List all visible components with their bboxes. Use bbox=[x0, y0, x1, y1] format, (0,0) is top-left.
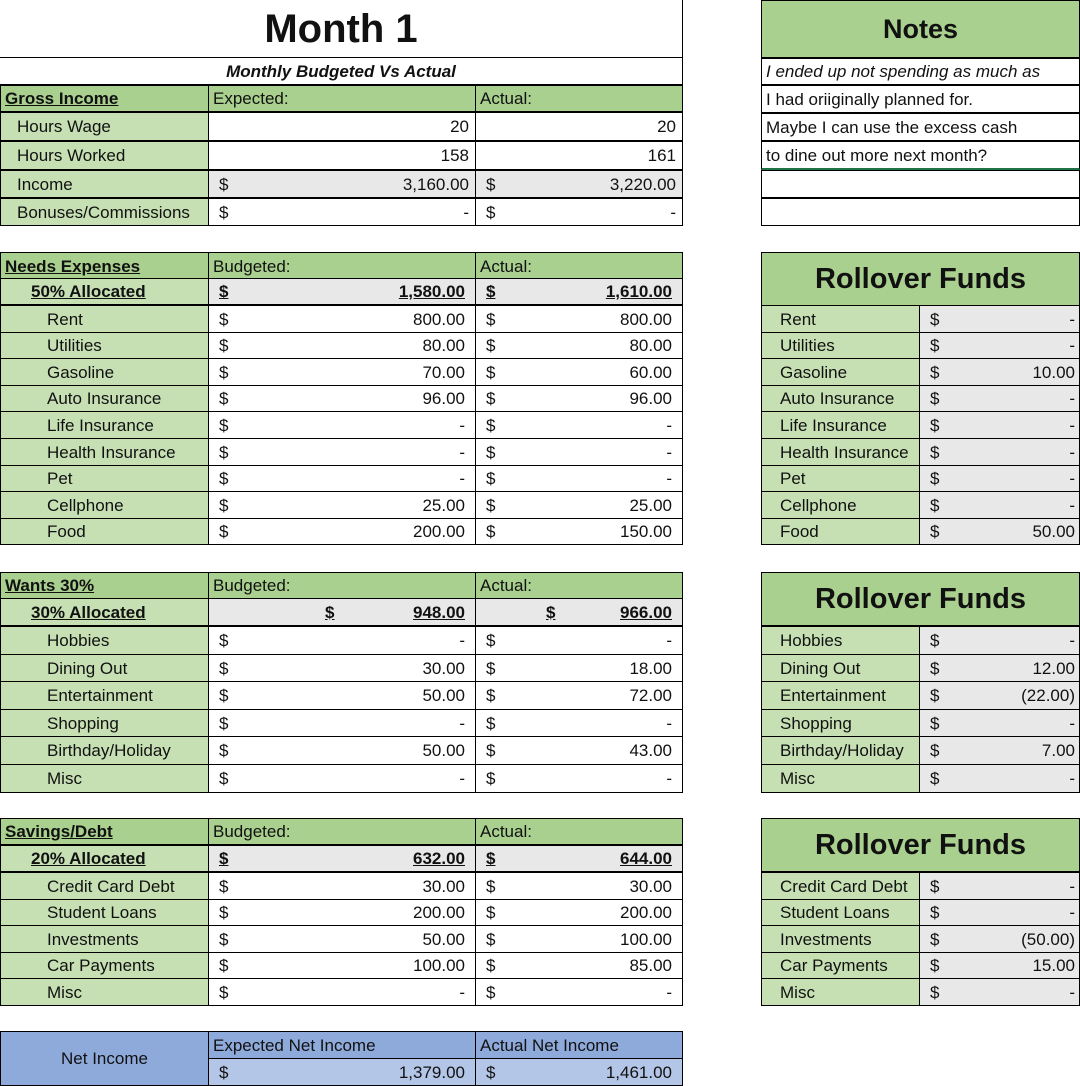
rollover_needs-value: - bbox=[1069, 415, 1075, 435]
savings-budgeted-header[interactable]: Budgeted: bbox=[208, 818, 476, 845]
wants-header[interactable]: Wants 30% bbox=[0, 572, 209, 599]
gross-income-actual-value: 3,220.00 bbox=[609, 174, 676, 194]
notes-line[interactable] bbox=[761, 170, 1080, 198]
savings-budgeted-value: 200.00 bbox=[413, 903, 465, 922]
currency-sign: $ bbox=[930, 389, 940, 408]
rollover_wants-row-label[interactable]: Dining Out bbox=[761, 654, 920, 682]
rollover_needs-value: - bbox=[1069, 336, 1075, 355]
gross-income-row-label[interactable]: Income bbox=[0, 170, 209, 198]
currency-sign: $ bbox=[930, 631, 940, 650]
wants-actual-header[interactable]: Actual: bbox=[475, 572, 683, 599]
gross-income-expected-value: 3,160.00 bbox=[402, 174, 469, 194]
rollover_needs-value: 10.00 bbox=[1032, 362, 1075, 382]
needs-budgeted-value: 25.00 bbox=[422, 495, 465, 515]
rollover_wants-row-label[interactable]: Birthday/Holiday bbox=[761, 736, 920, 765]
needs-actual-value: 80.00 bbox=[629, 336, 672, 355]
wants-actual-value: - bbox=[666, 631, 672, 650]
rollover_wants-value-cell[interactable] bbox=[919, 626, 1080, 655]
currency-sign: $ bbox=[486, 982, 496, 1002]
rollover_savings-value: (50.00) bbox=[1021, 929, 1075, 949]
wants-row-label[interactable]: Misc bbox=[0, 764, 209, 793]
rollover_needs-row-label[interactable]: Pet bbox=[761, 465, 920, 492]
wants-actual-value: 18.00 bbox=[629, 658, 672, 678]
expected-net-income-header[interactable]: Expected Net Income bbox=[208, 1031, 476, 1059]
rollover_needs-row-label[interactable]: Gasoline bbox=[761, 358, 920, 386]
needs-budgeted-header[interactable]: Budgeted: bbox=[208, 252, 476, 279]
rollover_needs-row-label[interactable]: Rent bbox=[761, 305, 920, 333]
rollover_savings-value: - bbox=[1069, 982, 1075, 1002]
needs-budgeted-value: 96.00 bbox=[422, 389, 465, 408]
currency-sign: $ bbox=[486, 741, 496, 760]
needs-actual-cell[interactable] bbox=[475, 358, 683, 386]
currency-sign: $ bbox=[486, 469, 496, 488]
rollover_needs-value: - bbox=[1069, 442, 1075, 462]
savings-actual-value: 85.00 bbox=[629, 956, 672, 975]
needs-actual-cell[interactable] bbox=[475, 465, 683, 492]
needs-actual-cell[interactable] bbox=[475, 332, 683, 359]
wants-budgeted-cell[interactable] bbox=[208, 709, 476, 737]
rollover_savings-row-label[interactable]: Car Payments bbox=[761, 952, 920, 979]
savings-budgeted-cell[interactable] bbox=[208, 978, 476, 1006]
currency-sign: $ bbox=[930, 495, 940, 515]
rollover_savings-value-cell[interactable] bbox=[919, 925, 1080, 953]
actual-net-income-header[interactable]: Actual Net Income bbox=[475, 1031, 683, 1059]
currency-sign: $ bbox=[930, 713, 940, 733]
rollover_needs-value-cell[interactable] bbox=[919, 411, 1080, 439]
currency-sign: $ bbox=[546, 602, 556, 622]
currency-sign: $ bbox=[219, 469, 229, 488]
currency-sign: $ bbox=[930, 686, 940, 705]
rollover_needs-value: - bbox=[1069, 469, 1075, 488]
needs-row-label[interactable]: Utilities bbox=[0, 332, 209, 359]
wants-actual-value: 43.00 bbox=[629, 741, 672, 760]
currency-sign: $ bbox=[219, 415, 229, 435]
currency-sign: $ bbox=[486, 713, 496, 733]
currency-sign: $ bbox=[219, 903, 229, 922]
wants-actual-value: - bbox=[666, 713, 672, 733]
currency-sign: $ bbox=[486, 686, 496, 705]
rollover_needs-value-cell[interactable] bbox=[919, 332, 1080, 359]
currency-sign: $ bbox=[219, 309, 229, 329]
expected-net-income-value[interactable] bbox=[208, 1058, 476, 1086]
rollover_wants-value: - bbox=[1069, 769, 1075, 788]
savings-row-label[interactable]: Investments bbox=[0, 925, 209, 953]
rollover_wants-value: - bbox=[1069, 713, 1075, 733]
savings-row-label[interactable]: Misc bbox=[0, 978, 209, 1006]
currency-sign: $ bbox=[219, 389, 229, 408]
currency-sign: $ bbox=[486, 415, 496, 435]
notes-line[interactable]: I had oriiginally planned for. bbox=[761, 85, 1080, 113]
savings-budgeted-cell[interactable] bbox=[208, 872, 476, 900]
gross-income-actual-value: 161 bbox=[647, 146, 676, 165]
currency-sign: $ bbox=[486, 336, 496, 355]
currency-sign: $ bbox=[486, 769, 496, 788]
savings-actual-cell[interactable] bbox=[475, 872, 683, 900]
needs-row-label[interactable]: Cellphone bbox=[0, 491, 209, 519]
wants-budgeted-value: - bbox=[459, 713, 465, 733]
rollover_needs-value-cell[interactable] bbox=[919, 518, 1080, 545]
rollover-savings-title[interactable]: Rollover Funds bbox=[761, 818, 1080, 872]
needs-budgeted-value: 800.00 bbox=[413, 309, 465, 329]
rollover_savings-row-label[interactable]: Credit Card Debt bbox=[761, 872, 920, 900]
gross-income-row-label[interactable]: Hours Wage bbox=[0, 112, 209, 141]
currency-sign: $ bbox=[930, 336, 940, 355]
currency-sign: $ bbox=[219, 658, 229, 678]
currency-sign: $ bbox=[219, 522, 229, 541]
wants-allocated-label[interactable]: 30% Allocated bbox=[0, 598, 209, 626]
savings-row-label[interactable]: Credit Card Debt bbox=[0, 872, 209, 900]
rollover_needs-row-label[interactable]: Utilities bbox=[761, 332, 920, 359]
rollover-wants-title[interactable]: Rollover Funds bbox=[761, 572, 1080, 626]
needs-budgeted-cell[interactable] bbox=[208, 358, 476, 386]
wants-budgeted-value: - bbox=[459, 631, 465, 650]
wants-budgeted-value: 50.00 bbox=[422, 686, 465, 705]
needs-actual-cell[interactable] bbox=[475, 385, 683, 412]
wants-budgeted-cell[interactable] bbox=[208, 736, 476, 765]
currency-sign: $ bbox=[930, 769, 940, 788]
currency-sign: $ bbox=[486, 362, 496, 382]
actual-net-income-value[interactable] bbox=[475, 1058, 683, 1086]
rollover_savings-value: 15.00 bbox=[1032, 956, 1075, 975]
rollover_needs-value-cell[interactable] bbox=[919, 358, 1080, 386]
page-title[interactable]: Month 1 bbox=[0, 0, 683, 58]
savings-row-label[interactable]: Car Payments bbox=[0, 952, 209, 979]
needs-row-label[interactable]: Food bbox=[0, 518, 209, 545]
notes-line[interactable]: Maybe I can use the excess cash bbox=[761, 113, 1080, 141]
actual-header[interactable]: Actual: bbox=[475, 85, 683, 112]
currency-sign: $ bbox=[219, 362, 229, 382]
needs-budgeted-value: 70.00 bbox=[422, 362, 465, 382]
rollover_savings-row-label[interactable]: Student Loans bbox=[761, 899, 920, 926]
rollover_needs-value: - bbox=[1069, 495, 1075, 515]
notes-line[interactable]: I ended up not spending as much as bbox=[761, 58, 1080, 85]
needs-actual-cell[interactable] bbox=[475, 491, 683, 519]
currency-sign: $ bbox=[930, 362, 940, 382]
savings-budgeted-cell[interactable] bbox=[208, 952, 476, 979]
gross-income-actual-cell[interactable] bbox=[475, 141, 683, 170]
gross-income-expected-cell[interactable] bbox=[208, 112, 476, 141]
gross-income-actual-value: 20 bbox=[657, 117, 676, 136]
wants-budgeted-cell[interactable] bbox=[208, 681, 476, 710]
savings-allocated-budgeted-value: 632.00 bbox=[413, 849, 465, 868]
savings-actual-value: 30.00 bbox=[629, 876, 672, 896]
rollover_wants-value-cell[interactable] bbox=[919, 654, 1080, 682]
currency-sign: $ bbox=[486, 309, 496, 329]
savings-allocated-actual-value: 644.00 bbox=[620, 849, 672, 868]
needs-actual-header[interactable]: Actual: bbox=[475, 252, 683, 279]
currency-sign: $ bbox=[486, 876, 496, 896]
needs-budgeted-cell[interactable] bbox=[208, 332, 476, 359]
expected-net-income: 1,379.00 bbox=[398, 1062, 465, 1082]
rollover_savings-value: - bbox=[1069, 903, 1075, 922]
wants-budgeted-cell[interactable] bbox=[208, 654, 476, 682]
gross-income-row-label[interactable]: Bonuses/Commissions bbox=[0, 198, 209, 226]
savings-budgeted-cell[interactable] bbox=[208, 925, 476, 953]
savings-allocated-label[interactable]: 20% Allocated bbox=[0, 845, 209, 872]
gross-income-expected-cell[interactable] bbox=[208, 141, 476, 170]
wants-row-label[interactable]: Hobbies bbox=[0, 626, 209, 655]
wants-row-label[interactable]: Shopping bbox=[0, 709, 209, 737]
needs-actual-value: - bbox=[666, 469, 672, 488]
savings-actual-value: - bbox=[666, 982, 672, 1002]
wants-budgeted-value: - bbox=[459, 769, 465, 788]
savings-budgeted-value: 30.00 bbox=[422, 876, 465, 896]
needs-row-label[interactable]: Life Insurance bbox=[0, 411, 209, 439]
currency-sign: $ bbox=[219, 174, 229, 194]
savings-header[interactable]: Savings/Debt bbox=[0, 818, 209, 845]
wants-row-label[interactable]: Entertainment bbox=[0, 681, 209, 710]
currency-sign: $ bbox=[486, 282, 496, 301]
net-income-label[interactable]: Net Income bbox=[0, 1031, 209, 1086]
wants-allocated-budgeted[interactable] bbox=[208, 598, 476, 626]
wants-actual-cell[interactable] bbox=[475, 626, 683, 655]
rollover_needs-value: - bbox=[1069, 389, 1075, 408]
rollover_needs-value-cell[interactable] bbox=[919, 305, 1080, 333]
rollover_wants-value-cell[interactable] bbox=[919, 764, 1080, 793]
needs-actual-cell[interactable] bbox=[475, 305, 683, 333]
currency-sign: $ bbox=[930, 415, 940, 435]
rollover_wants-value-cell[interactable] bbox=[919, 709, 1080, 737]
wants-actual-value: - bbox=[666, 769, 672, 788]
needs-actual-cell[interactable] bbox=[475, 438, 683, 466]
rollover_needs-value-cell[interactable] bbox=[919, 465, 1080, 492]
currency-sign: $ bbox=[219, 1062, 229, 1082]
savings-actual-header[interactable]: Actual: bbox=[475, 818, 683, 845]
wants-actual-cell[interactable] bbox=[475, 654, 683, 682]
currency-sign: $ bbox=[930, 309, 940, 329]
subtitle[interactable]: Monthly Budgeted Vs Actual bbox=[0, 58, 683, 85]
needs-header[interactable]: Needs Expenses bbox=[0, 252, 209, 279]
rollover_savings-row-label[interactable]: Misc bbox=[761, 978, 920, 1006]
rollover_needs-row-label[interactable]: Health Insurance bbox=[761, 438, 920, 466]
needs-budgeted-value: - bbox=[459, 469, 465, 488]
rollover_wants-row-label[interactable]: Hobbies bbox=[761, 626, 920, 655]
needs-actual-value: 25.00 bbox=[629, 495, 672, 515]
currency-sign: $ bbox=[486, 903, 496, 922]
rollover_wants-value: 7.00 bbox=[1041, 741, 1075, 760]
needs-actual-cell[interactable] bbox=[475, 518, 683, 545]
gross-income-actual-cell[interactable] bbox=[475, 198, 683, 226]
rollover_wants-row-label[interactable]: Entertainment bbox=[761, 681, 920, 710]
savings-actual-cell[interactable] bbox=[475, 952, 683, 979]
needs-allocated-budgeted-value: 1,580.00 bbox=[398, 282, 465, 301]
currency-sign: $ bbox=[486, 522, 496, 541]
currency-sign: $ bbox=[486, 202, 496, 222]
needs-budgeted-cell[interactable] bbox=[208, 305, 476, 333]
wants-budgeted-value: 50.00 bbox=[422, 741, 465, 760]
currency-sign: $ bbox=[930, 658, 940, 678]
currency-sign: $ bbox=[930, 956, 940, 975]
wants-actual-cell[interactable] bbox=[475, 764, 683, 793]
rollover_wants-row-label[interactable]: Misc bbox=[761, 764, 920, 793]
gross-income-actual-cell[interactable] bbox=[475, 112, 683, 141]
savings-actual-cell[interactable] bbox=[475, 978, 683, 1006]
rollover_wants-value: (22.00) bbox=[1021, 686, 1075, 705]
rollover_needs-value: 50.00 bbox=[1032, 522, 1075, 541]
currency-sign: $ bbox=[219, 631, 229, 650]
gross-income-actual-value: - bbox=[670, 202, 676, 222]
needs-budgeted-value: 200.00 bbox=[413, 522, 465, 541]
gross-income-expected-value: 158 bbox=[440, 146, 469, 165]
needs-budgeted-cell[interactable] bbox=[208, 491, 476, 519]
savings-allocated-actual[interactable] bbox=[475, 845, 683, 872]
rollover_savings-value-cell[interactable] bbox=[919, 872, 1080, 900]
currency-sign: $ bbox=[930, 522, 940, 541]
rollover_needs-row-label[interactable]: Life Insurance bbox=[761, 411, 920, 439]
gross-income-header[interactable]: Gross Income bbox=[0, 85, 209, 112]
wants-row-label[interactable]: Birthday/Holiday bbox=[0, 736, 209, 765]
needs-actual-cell[interactable] bbox=[475, 411, 683, 439]
needs-budgeted-value: 80.00 bbox=[422, 336, 465, 355]
wants-budgeted-value: 30.00 bbox=[422, 658, 465, 678]
rollover_savings-value-cell[interactable] bbox=[919, 952, 1080, 979]
currency-sign: $ bbox=[219, 442, 229, 462]
needs-actual-value: 800.00 bbox=[620, 309, 672, 329]
rollover_wants-value-cell[interactable] bbox=[919, 681, 1080, 710]
currency-sign: $ bbox=[325, 602, 335, 622]
savings-allocated-budgeted[interactable] bbox=[208, 845, 476, 872]
needs-budgeted-cell[interactable] bbox=[208, 518, 476, 545]
currency-sign: $ bbox=[219, 876, 229, 896]
currency-sign: $ bbox=[486, 631, 496, 650]
rollover_needs-value-cell[interactable] bbox=[919, 385, 1080, 412]
wants-budgeted-cell[interactable] bbox=[208, 764, 476, 793]
wants-allocated-actual-value: 966.00 bbox=[620, 602, 672, 622]
needs-allocated-label[interactable]: 50% Allocated bbox=[0, 278, 209, 305]
expected-header[interactable]: Expected: bbox=[208, 85, 476, 112]
notes-title[interactable]: Notes bbox=[761, 0, 1080, 58]
needs-allocated-actual-value: 1,610.00 bbox=[605, 282, 672, 301]
currency-sign: $ bbox=[930, 903, 940, 922]
currency-sign: $ bbox=[486, 389, 496, 408]
rollover-needs-title[interactable]: Rollover Funds bbox=[761, 252, 1080, 306]
wants-budgeted-header[interactable]: Budgeted: bbox=[208, 572, 476, 599]
currency-sign: $ bbox=[930, 929, 940, 949]
gross-income-actual-cell[interactable] bbox=[475, 170, 683, 198]
needs-budgeted-cell[interactable] bbox=[208, 411, 476, 439]
savings-budgeted-value: 50.00 bbox=[422, 929, 465, 949]
wants-budgeted-cell[interactable] bbox=[208, 626, 476, 655]
rollover_savings-row-label[interactable]: Investments bbox=[761, 925, 920, 953]
wants-allocated-budgeted-value: 948.00 bbox=[413, 602, 465, 622]
wants-row-label[interactable]: Dining Out bbox=[0, 654, 209, 682]
needs-row-label[interactable]: Pet bbox=[0, 465, 209, 492]
needs-actual-value: 60.00 bbox=[629, 362, 672, 382]
currency-sign: $ bbox=[486, 442, 496, 462]
wants-actual-value: 72.00 bbox=[629, 686, 672, 705]
rollover_wants-value: - bbox=[1069, 631, 1075, 650]
savings-budgeted-value: - bbox=[459, 982, 465, 1002]
currency-sign: $ bbox=[486, 495, 496, 515]
rollover_needs-value: - bbox=[1069, 309, 1075, 329]
needs-actual-value: 150.00 bbox=[620, 522, 672, 541]
currency-sign: $ bbox=[486, 174, 496, 194]
needs-allocated-budgeted[interactable] bbox=[208, 278, 476, 305]
savings-actual-cell[interactable] bbox=[475, 925, 683, 953]
currency-sign: $ bbox=[930, 469, 940, 488]
currency-sign: $ bbox=[219, 982, 229, 1002]
currency-sign: $ bbox=[930, 982, 940, 1002]
savings-actual-cell[interactable] bbox=[475, 899, 683, 926]
wants-allocated-actual[interactable] bbox=[475, 598, 683, 626]
currency-sign: $ bbox=[219, 929, 229, 949]
notes-line[interactable]: to dine out more next month? bbox=[761, 141, 1080, 170]
needs-actual-value: - bbox=[666, 415, 672, 435]
gross-income-expected-cell[interactable] bbox=[208, 198, 476, 226]
currency-sign: $ bbox=[486, 956, 496, 975]
currency-sign: $ bbox=[486, 929, 496, 949]
rollover_wants-row-label[interactable]: Shopping bbox=[761, 709, 920, 737]
rollover_needs-row-label[interactable]: Auto Insurance bbox=[761, 385, 920, 412]
needs-budgeted-cell[interactable] bbox=[208, 438, 476, 466]
gross-income-row-label[interactable]: Hours Worked bbox=[0, 141, 209, 170]
rollover_needs-row-label[interactable]: Cellphone bbox=[761, 491, 920, 519]
currency-sign: $ bbox=[486, 849, 496, 868]
needs-row-label[interactable]: Auto Insurance bbox=[0, 385, 209, 412]
currency-sign: $ bbox=[930, 442, 940, 462]
rollover_wants-value: 12.00 bbox=[1032, 658, 1075, 678]
currency-sign: $ bbox=[219, 336, 229, 355]
savings-actual-value: 100.00 bbox=[620, 929, 672, 949]
currency-sign: $ bbox=[219, 282, 229, 301]
needs-actual-value: 96.00 bbox=[629, 389, 672, 408]
savings-row-label[interactable]: Student Loans bbox=[0, 899, 209, 926]
rollover_savings-value: - bbox=[1069, 876, 1075, 896]
actual-net-income: 1,461.00 bbox=[605, 1062, 672, 1082]
needs-budgeted-value: - bbox=[459, 415, 465, 435]
needs-actual-value: - bbox=[666, 442, 672, 462]
rollover_wants-value-cell[interactable] bbox=[919, 736, 1080, 765]
rollover_savings-value-cell[interactable] bbox=[919, 978, 1080, 1006]
gross-income-expected-value: 20 bbox=[450, 117, 469, 136]
currency-sign: $ bbox=[486, 1062, 496, 1082]
wants-actual-cell[interactable] bbox=[475, 709, 683, 737]
gross-income-expected-cell[interactable] bbox=[208, 170, 476, 198]
rollover_needs-value-cell[interactable] bbox=[919, 438, 1080, 466]
wants-actual-cell[interactable] bbox=[475, 736, 683, 765]
currency-sign: $ bbox=[219, 769, 229, 788]
needs-budgeted-cell[interactable] bbox=[208, 465, 476, 492]
currency-sign: $ bbox=[486, 658, 496, 678]
savings-actual-value: 200.00 bbox=[620, 903, 672, 922]
needs-row-label[interactable]: Rent bbox=[0, 305, 209, 333]
notes-empty-line[interactable] bbox=[761, 198, 1080, 226]
needs-budgeted-cell[interactable] bbox=[208, 385, 476, 412]
wants-actual-cell[interactable] bbox=[475, 681, 683, 710]
currency-sign: $ bbox=[219, 956, 229, 975]
currency-sign: $ bbox=[219, 849, 229, 868]
rollover_needs-row-label[interactable]: Food bbox=[761, 518, 920, 545]
currency-sign: $ bbox=[219, 741, 229, 760]
needs-allocated-actual[interactable] bbox=[475, 278, 683, 305]
rollover_needs-value-cell[interactable] bbox=[919, 491, 1080, 519]
currency-sign: $ bbox=[930, 741, 940, 760]
savings-budgeted-cell[interactable] bbox=[208, 899, 476, 926]
savings-budgeted-value: 100.00 bbox=[413, 956, 465, 975]
needs-row-label[interactable]: Gasoline bbox=[0, 358, 209, 386]
gross-income-expected-value: - bbox=[463, 202, 469, 222]
currency-sign: $ bbox=[930, 876, 940, 896]
rollover_savings-value-cell[interactable] bbox=[919, 899, 1080, 926]
currency-sign: $ bbox=[219, 495, 229, 515]
currency-sign: $ bbox=[219, 686, 229, 705]
needs-budgeted-value: - bbox=[459, 442, 465, 462]
currency-sign: $ bbox=[219, 713, 229, 733]
needs-row-label[interactable]: Health Insurance bbox=[0, 438, 209, 466]
currency-sign: $ bbox=[219, 202, 229, 222]
